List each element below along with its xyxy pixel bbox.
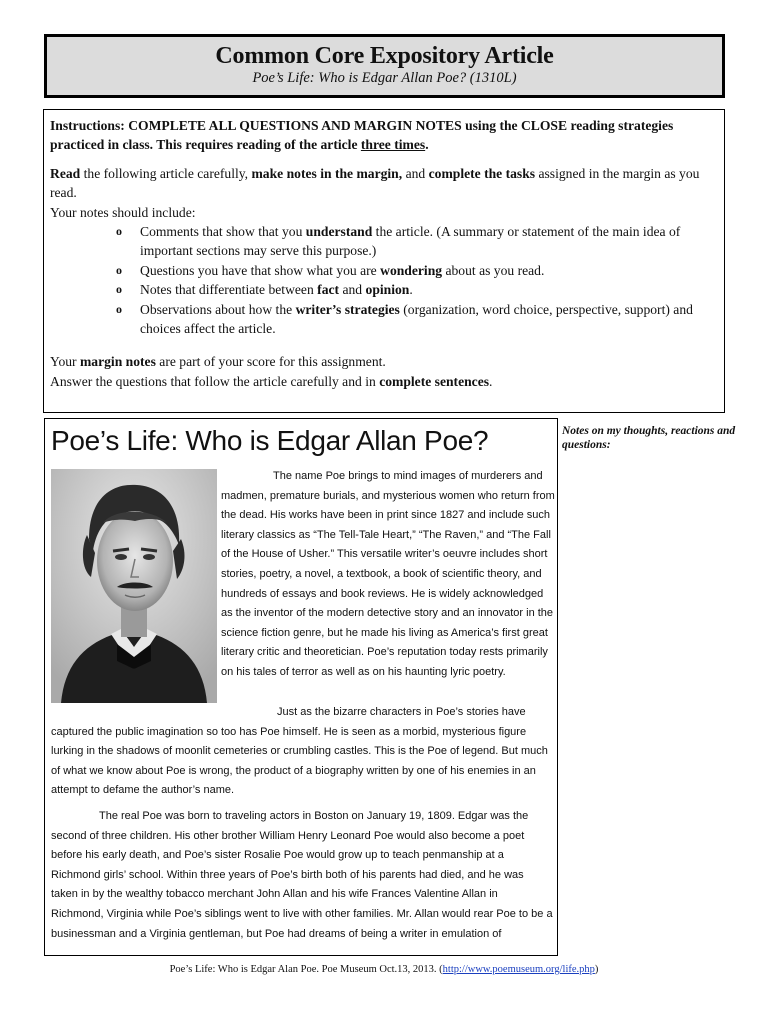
document-title: Common Core Expository Article xyxy=(215,43,554,69)
margin-notes-label: Notes on my thoughts, reactions and questions: xyxy=(562,425,736,451)
period: . xyxy=(425,137,429,153)
article-title: Poe’s Life: Who is Edgar Allan Poe? xyxy=(51,425,489,456)
margin-pre: Your xyxy=(50,354,77,370)
article-paragraph xyxy=(51,807,553,944)
citation-text: Poe’s Life: Who is Edgar Alan Poe. Poe Museum Oct.13, 2013. ( xyxy=(169,964,443,975)
read-text3: assigned in the margin as you read. xyxy=(50,165,700,201)
bullet-text: Observations about how the xyxy=(140,301,293,317)
margin-bold: margin notes xyxy=(79,354,156,370)
bullet-text: (organization, word choice, perspective, support) and choices affect the article. xyxy=(140,301,693,337)
bullet-text: Comments that show that you xyxy=(140,224,303,240)
bullet-text: the article. (A summary or statement of the main idea of important sections may serve this purpose.) xyxy=(140,224,681,259)
article-box xyxy=(44,418,558,956)
bullet-text: about as you read. xyxy=(445,262,545,278)
article-paragraph xyxy=(51,703,553,801)
instructions-label: Instructions: xyxy=(50,118,125,133)
complete-tasks: complete the tasks xyxy=(428,165,536,181)
bullet-bold: understand xyxy=(305,224,373,240)
citation-link[interactable]: http://www.poemuseum.org/life.php xyxy=(442,964,595,975)
citation-close: ) xyxy=(594,964,599,975)
answer-pre: Answer the questions that follow the article carefully and in xyxy=(50,373,376,389)
read-text1: the following article carefully, xyxy=(83,165,249,181)
bullet-bold: opinion xyxy=(365,282,410,298)
poe-portrait xyxy=(51,469,217,703)
bullet-icon: o xyxy=(116,301,122,316)
bullet-text: . xyxy=(409,282,413,298)
bullet-icon: o xyxy=(116,282,122,297)
answer-bold: complete sentences xyxy=(379,373,490,389)
paragraph-text: Just as the bizarre characters in Poe’s stories have captured the public imagination so too has Poe himself. He is seen as a morbid, mysterious figure lurking in the shadows of moonlit cemeteries or crumbling castles. This is the Poe of legend. But much of what we know about Poe is wrong, the product of a biography written by one of his enemies in an attempt to defame the author’s name. xyxy=(51,706,548,797)
bullet-icon: o xyxy=(116,224,122,239)
instructions-heading xyxy=(50,116,718,155)
list-item xyxy=(116,222,718,261)
instructions-line: COMPLETE ALL QUESTIONS AND MARGIN NOTES using the CLOSE reading strategies practiced in class. This requires reading of the article xyxy=(50,118,674,153)
answer-line xyxy=(50,372,718,391)
instructions-box xyxy=(43,109,725,413)
bullet-text: Notes that differentiate between xyxy=(140,282,314,298)
bullet-text: Questions you have that show what you are xyxy=(140,262,377,278)
bullet-bold: writer’s strategies xyxy=(295,301,400,317)
margin-post: are part of your score for this assignment. xyxy=(159,354,386,370)
notes-list xyxy=(116,222,718,338)
bullet-text: and xyxy=(342,282,363,298)
document-subtitle: Poe’s Life: Who is Edgar Allan Poe? (1310L) xyxy=(252,70,517,86)
header-box xyxy=(44,34,725,98)
read-word: Read xyxy=(50,165,81,181)
read-instruction xyxy=(50,164,718,203)
article-paragraph xyxy=(221,467,555,683)
list-item xyxy=(116,300,718,339)
read-text2: and xyxy=(405,165,426,181)
bullet-bold: fact xyxy=(317,282,340,298)
paragraph-text: The real Poe was born to traveling actors in Boston on January 19, 1809. Edgar was the second of three children. His other brother William Henry Leonard Poe would also become a poet before his early death, and Poe’s sister Rosalie Poe would grow up to teach penmanship at a Richmond girls’ school. Within three years of Poe’s birth both of his parents had died, and he was taken in by the wealthy tobacco merchant John Allan and his wife Frances Valentine Allan in Richmond, Virginia while Poe’s siblings went to live with other families. Mr. Allan would rear Poe to be a businessman and a Virginia gentleman, but Poe had dreams of being a writer in emulation of xyxy=(51,810,553,940)
bullet-bold: wondering xyxy=(380,262,443,278)
answer-post: . xyxy=(489,373,493,389)
notes-intro: Your notes should include: xyxy=(50,204,196,220)
list-item xyxy=(116,280,718,299)
three-times: three times xyxy=(360,137,426,153)
bullet-icon: o xyxy=(116,262,122,277)
margin-notes-line xyxy=(50,352,718,371)
make-notes: make notes in the margin, xyxy=(251,165,403,181)
list-item xyxy=(116,261,718,280)
paragraph-text: The name Poe brings to mind images of murderers and madmen, premature burials, and mysterious women who return from the dead. His works have been in print since 1827 and include such literary classics as “The Tell-Tale Heart,” “The Raven,” and “The Fall of the House of Usher.” This versatile writer’s oeuvre includes short stories, poetry, a novel, a textbook, a book of scientific theory, and hundreds of essays and book reviews. He is widely acknowledged as the inventor of the modern detective story and an innovator in the science fiction genre, but he made his living as America’s first great literary critic and theoretician. Poe’s reputation today rests primarily on his tales of terror as well as on his haunting lyric poetry. xyxy=(221,470,555,678)
citation xyxy=(0,964,768,975)
